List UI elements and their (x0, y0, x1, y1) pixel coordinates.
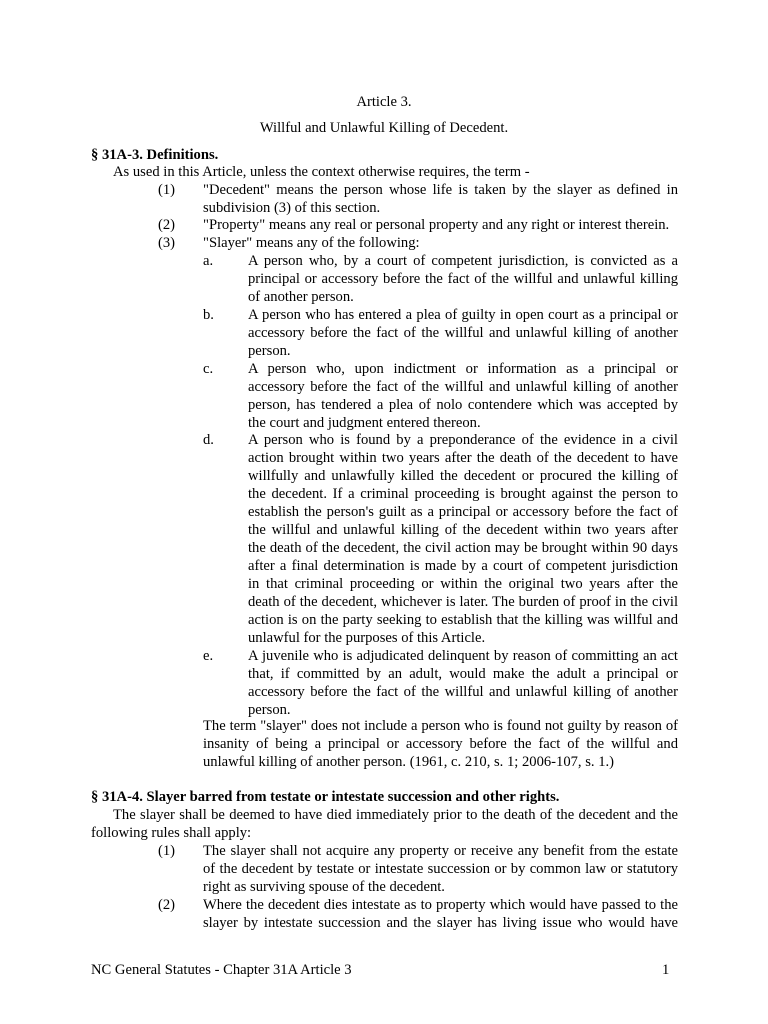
slayer-b-line: person. (248, 343, 291, 359)
rule-1-line: right as surviving spouse of the decedent. (203, 879, 445, 895)
section-31a-4-intro-line: The slayer shall be deemed to have died immediately prior to the death of the decedent and the (113, 807, 678, 823)
slayer-d-line: action is on the party seeking to establish that the killing was willful and (248, 612, 678, 628)
subitem-letter: d. (203, 432, 214, 448)
slayer-e-line: person. (248, 702, 291, 718)
slayer-d-line: death of the decedent, whichever is later. The burden of proof in the civil (248, 594, 678, 610)
definition-property: "Property" means any real or personal property and any right or interest therein. (203, 217, 670, 233)
section-heading-31a-3: § 31A-3. Definitions. (91, 147, 219, 163)
rule-1-line: The slayer shall not acquire any property or receive any benefit from the estate (203, 843, 678, 859)
slayer-d-line: unlawful for the purposes of this Article. (248, 630, 486, 646)
definition-decedent-line: "Decedent" means the person whose life is taken by the slayer as defined in (203, 182, 678, 198)
slayer-d-line: A person who is found by a preponderance of the evidence in a civil (248, 432, 678, 448)
definition-slayer: "Slayer" means any of the following: (203, 235, 420, 251)
page-number: 1 (662, 962, 670, 978)
subitem-letter: a. (203, 253, 214, 269)
slayer-d-line: after a final determination is made by a court of competent jurisdiction (248, 558, 678, 574)
slayer-c-line: person, has tendered a plea of nolo contendere which was accepted by (248, 397, 678, 413)
slayer-e-line: that, if committed by an adult, would make the adult a principal or (248, 666, 678, 682)
slayer-d-line: in that criminal proceeding or within the original two years after the (248, 576, 678, 592)
item-number: (3) (158, 235, 176, 251)
slayer-c-line: A person who, upon indictment or information as a principal or (248, 361, 678, 377)
definitions-intro: As used in this Article, unless the context otherwise requires, the term - (113, 164, 530, 180)
slayer-d-line: the willful and unlawful killing of the decedent within two years after (248, 522, 678, 538)
section-31a-4-intro-line: following rules shall apply: (91, 825, 252, 841)
slayer-a-line: A person who, by a court of competent jurisdiction, is convicted as a (248, 253, 678, 269)
slayer-exclusion-line: unlawful killing of another person. (1961, c. 210, s. 1; 2006-107, s. 1.) (203, 754, 614, 770)
slayer-e-line: accessory before the fact of the willful and unlawful killing of another (248, 684, 678, 700)
slayer-exclusion-line: insanity of being a principal or accessory before the fact of the willful and (203, 736, 678, 752)
footer-title: NC General Statutes - Chapter 31A Article 3 (91, 962, 352, 978)
item-number: (1) (158, 843, 176, 859)
slayer-a-line: principal or accessory before the fact of the willful and unlawful killing (248, 271, 678, 287)
subitem-letter: e. (203, 648, 214, 664)
slayer-c-line: the court and judgment entered thereon. (248, 415, 481, 431)
rule-2-line: Where the decedent dies intestate as to property which would have passed to the (203, 897, 678, 913)
slayer-a-line: of another person. (248, 289, 354, 305)
slayer-d-line: the death of the decedent, the civil action may be brought within 90 days (248, 540, 678, 556)
item-number: (1) (158, 182, 176, 198)
definition-decedent-line: subdivision (3) of this section. (203, 200, 381, 216)
slayer-b-line: accessory before the fact of the willful and unlawful killing of another (248, 325, 678, 341)
slayer-d-line: willfully and unlawfully killed the decedent or procured the killing of (248, 468, 678, 484)
slayer-d-line: establish the person's guilt as a principal or accessory before the fact of (248, 504, 678, 520)
article-number: Article 3. (356, 94, 412, 110)
article-title: Willful and Unlawful Killing of Decedent. (259, 120, 509, 136)
item-number: (2) (158, 217, 176, 233)
rule-2-line: slayer by intestate succession and the slayer has living issue who would have (203, 915, 678, 931)
section-heading-31a-4: § 31A-4. Slayer barred from testate or intestate succession and other rights. (91, 789, 560, 805)
slayer-b-line: A person who has entered a plea of guilty in open court as a principal or (248, 307, 678, 323)
slayer-d-line: action brought within two years after the death of the decedent to have (248, 450, 678, 466)
rule-1-line: of the decedent by testate or intestate succession or by common law or statutory (203, 861, 678, 877)
subitem-letter: c. (203, 361, 214, 377)
subitem-letter: b. (203, 307, 214, 323)
slayer-c-line: accessory before the fact of the willful and unlawful killing of another (248, 379, 678, 395)
item-number: (2) (158, 897, 176, 913)
slayer-e-line: A juvenile who is adjudicated delinquent by reason of committing an act (248, 648, 678, 664)
slayer-exclusion-line: The term "slayer" does not include a person who is found not guilty by reason of (203, 718, 678, 734)
slayer-d-line: the decedent. If a criminal proceeding is brought against the person to (248, 486, 678, 502)
